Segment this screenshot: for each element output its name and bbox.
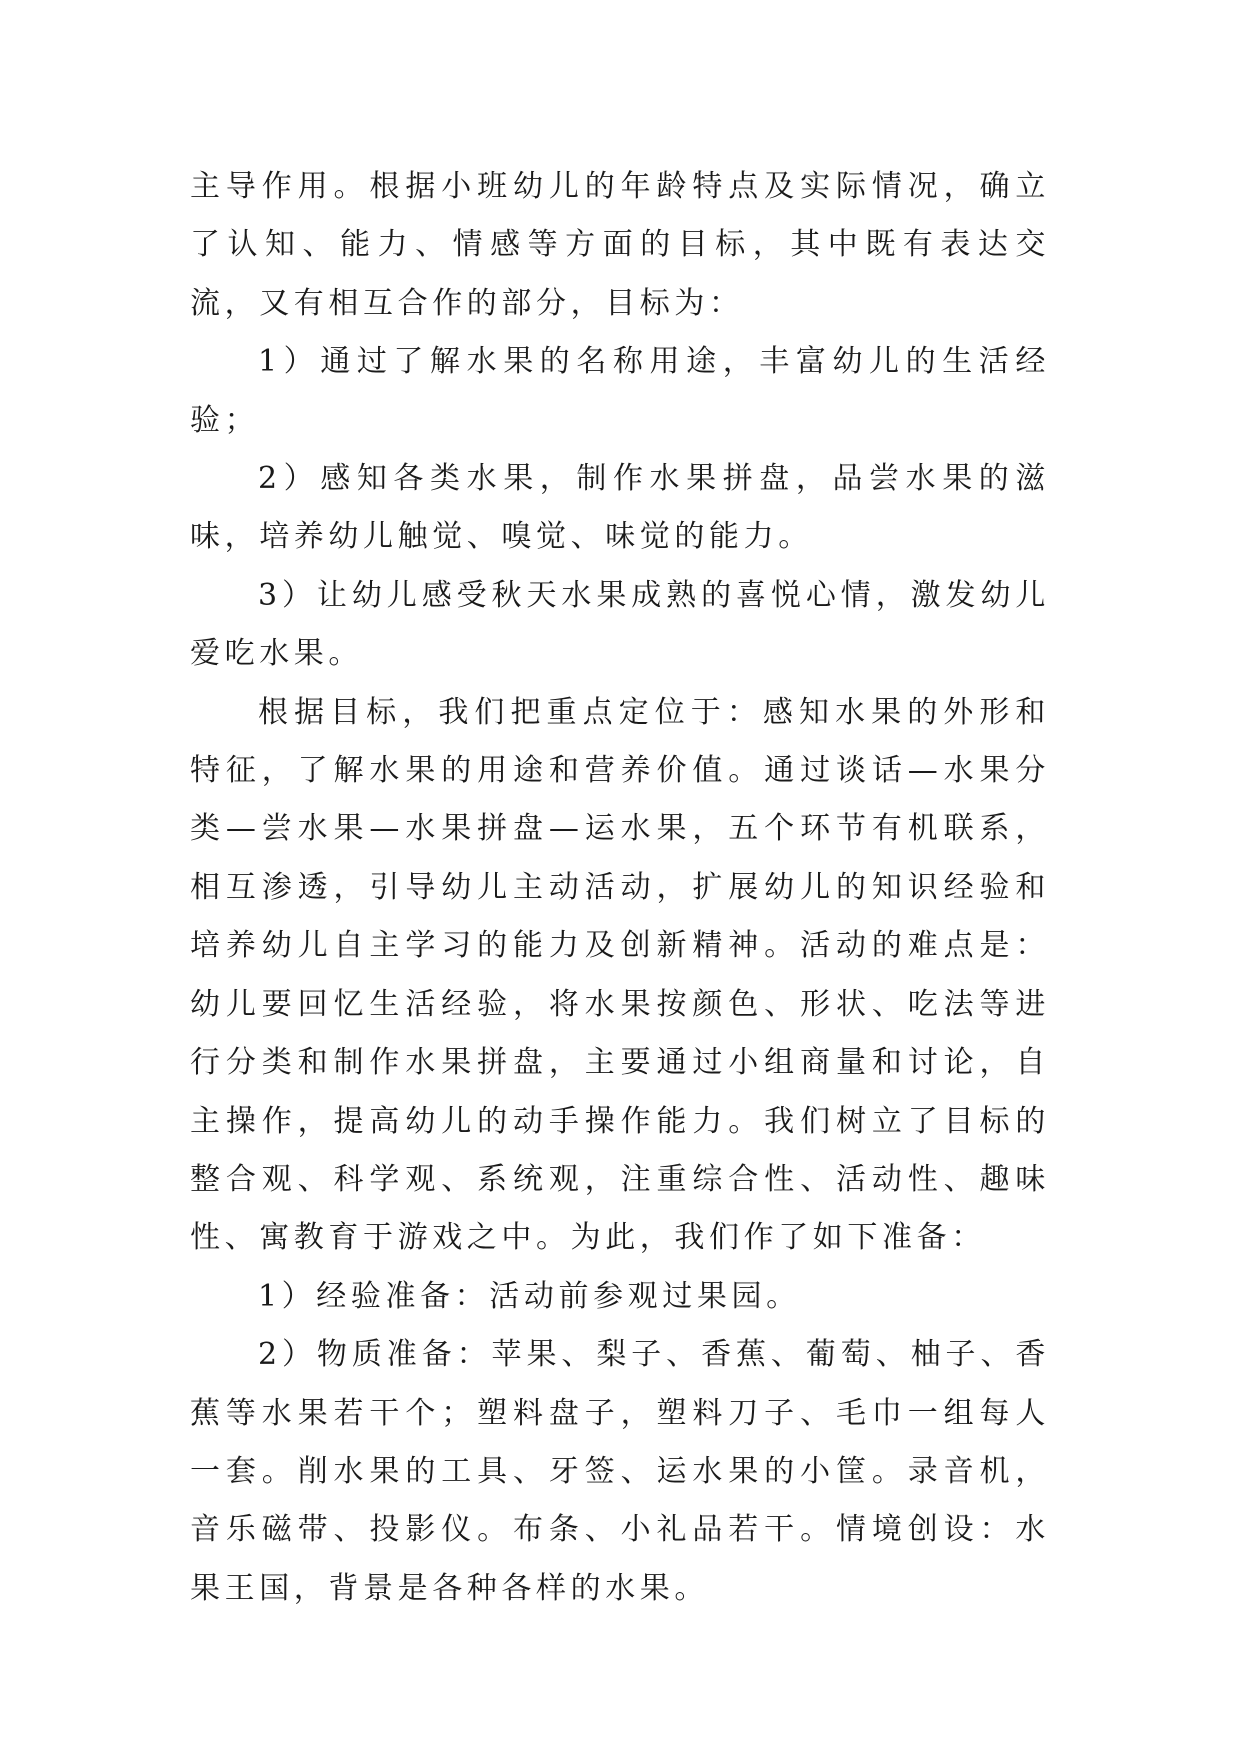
paragraph-goals-intro: 主导作用。根据小班幼儿的年龄特点及实际情况，确立了认知、能力、情感等方面的目标，其中既有表达交流，又有相互合作的部分，目标为： [190,169,1050,321]
document-body [190,158,1050,1618]
paragraph-goal-1: 1）通过了解水果的名称用途，丰富幼儿的生活经验； [190,344,1050,438]
paragraph-key-points: 根据目标，我们把重点定位于：感知水果的外形和特征，了解水果的用途和营养价值。通过谈话—水果分类—尝水果—水果拼盘—运水果，五个环节有机联系，相互渗透，引导幼儿主动活动，扩展幼儿的知识经验和培养幼儿自主学习的能力及创新精神。活动的难点是：幼儿要回忆生活经验，将水果按颜色、形状、吃法等进行分类和制作水果拼盘，主要通过小组商量和讨论，自主操作，提高幼儿的动手操作能力。我们树立了目标的整合观、科学观、系统观，注重综合性、活动性、趣味性、寓教育于游戏之中。为此，我们作了如下准备： [190,694,1050,1256]
paragraph-prep-materials: 2）物质准备：苹果、梨子、香蕉、葡萄、柚子、香蕉等水果若干个；塑料盘子，塑料刀子、毛巾一组每人一套。削水果的工具、牙签、运水果的小筐。录音机，音乐磁带、投影仪。布条、小礼品若干。情境创设：水果王国，背景是各种各样的水果。 [190,1337,1050,1606]
paragraph-goal-2: 2）感知各类水果，制作水果拼盘，品尝水果的滋味，培养幼儿触觉、嗅觉、味觉的能力。 [190,461,1050,555]
paragraph-goal-3: 3）让幼儿感受秋天水果成熟的喜悦心情，激发幼儿爱吃水果。 [190,577,1050,672]
paragraph-prep-experience: 1）经验准备：活动前参观过果园。 [258,1278,801,1314]
